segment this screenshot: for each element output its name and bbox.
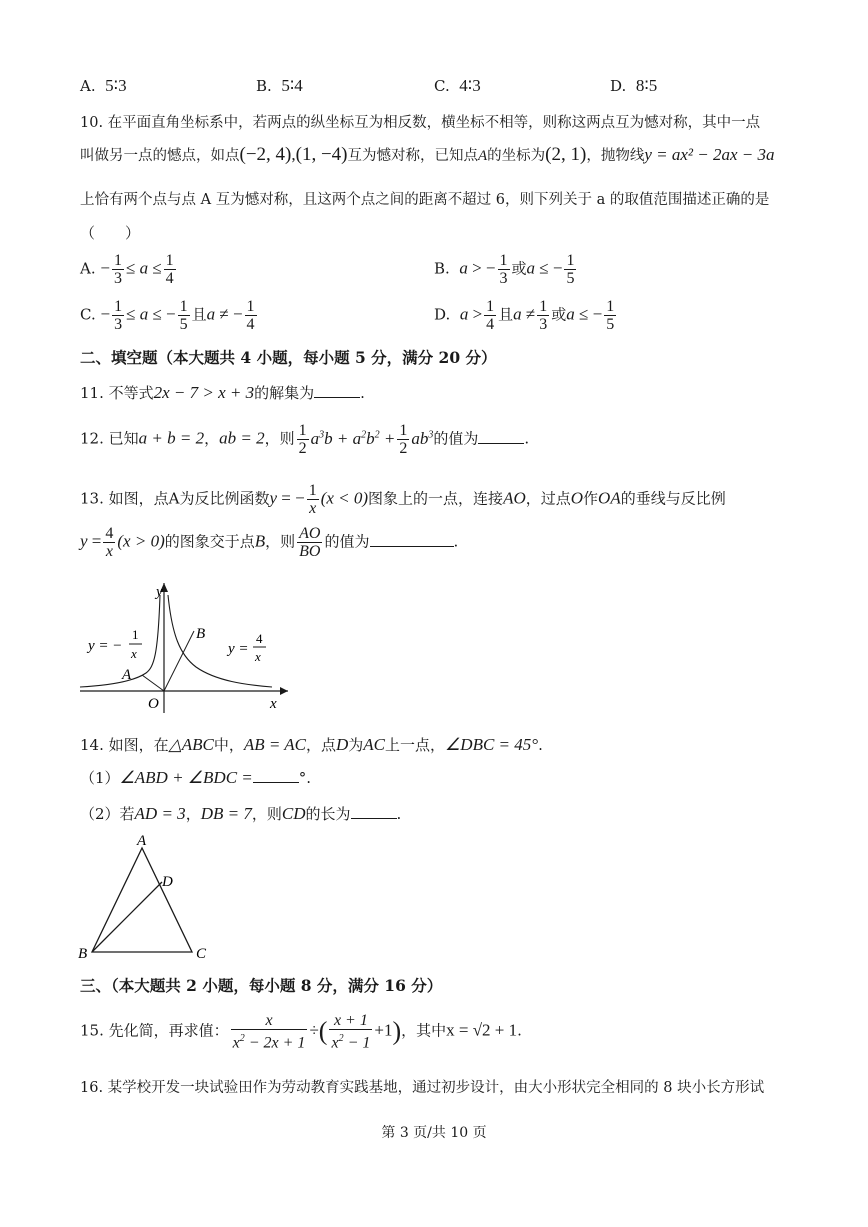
section-2-heading: 二、填空题（本大题共 4 小题，每小题 5 分，满分 20 分） [80,348,497,367]
graph-left-eq: y = − [88,638,123,654]
q16-line1: 16. 某学校开发一块试验田作为劳动教育实践基地，通过初步设计，由大小形状完全相同的 8 块小长方形试 [80,1080,765,1096]
graph-left-eq-den: x [131,646,137,661]
section-3-heading: 三、（本大题共 2 小题，每小题 8 分，满分 16 分） [80,976,443,995]
segment-BD [92,882,162,952]
q12-answer-blank[interactable] [478,429,524,444]
segment-OA [142,675,164,691]
vertex-c-label: C [196,946,207,962]
q13-answer-blank[interactable] [370,532,454,547]
q10-option-d: D. a > $\frac{1}{4}$ 且a ≠ $\frac{1}{3}$ 或a ≤ − $\frac{1}{5}$ [434,298,615,333]
q10-option-c: C. − $\frac{1}{3}$ ≤ a ≤ − $\frac{1}{5}$ 且a ≠ − $\frac{1}{4}$ [80,298,255,333]
graph-point-b-label: B [196,626,206,642]
q13-graph [76,575,296,715]
graph-x-label: x [270,696,277,712]
q9-option-d: D. 8∶5 [610,76,658,95]
page-footer: 第 3 页/共 10 页 [381,1125,487,1141]
q10-line2: 叫做另一点的憾点，如点(−2, 4),(1, −4)互为憾对称，已知点A的坐标为(2, 1)，抛物线y = ax² − 2ax − 3a [80,144,775,165]
q9-option-c: C. 4∶3 [434,76,481,95]
q10-line3: 上恰有两个点与点 A 互为憾对称，且这两个点之间的距离不超过 6，则下列关于 a 的取值范围描述正确的是 [80,192,770,208]
q14-part1-blank[interactable] [253,768,299,783]
graph-right-eq-num: 4 [256,631,263,646]
q14-part2-blank[interactable] [351,804,397,819]
graph-y-label: y [156,584,163,600]
q14-line1: 14. 如图，在△ABC中，AB = AC，点D为AC上一点，∠DBC = 45°. [80,735,543,754]
x-axis-arrow-icon [280,687,288,695]
q10-option-b: B. a > − $\frac{1}{3}$ 或a ≤ − $\frac{1}{5}$ [434,252,575,287]
q15: 15. 先化简，再求值： $\frac{x}{x^2 - 2x + 1}$ ÷( $\frac{x + 1}{x^2 - 1}$ +1)，其中x = √2 + 1. [80,1012,522,1052]
graph-point-a-label: A [122,667,132,683]
q14-triangle-figure [74,828,224,964]
q11-answer-blank[interactable] [314,383,360,398]
graph-right-eq-den: x [255,649,261,664]
point-d-label: D [162,874,173,890]
q14-part1: （1）∠ABD + ∠BDC = °. [80,768,312,787]
q13-line2: y = $\frac{4}{x}$ (x > 0)的图象交于点B，则 $\frac{AO}{BO}$ 的值为 . [80,525,459,560]
q13-line1: 13. 如图，点A为反比例函数y = − $\frac{1}{x}$ (x < 0)图象上的一点，连接AO，过点O作OA的垂线与反比例 [80,482,726,517]
q12: 12. 已知a + b = 2，ab = 2，则 $\frac{1}{2}$ $a^3b + a^2b^2$ + $\frac{1}{2}$ $ab^3$的值为 . [80,422,530,457]
q14-part2: （2）若AD = 3，DB = 7，则CD的长为 . [80,804,402,823]
graph-left-eq-num: 1 [132,627,139,642]
q9-option-a: A. 5∶3 [80,76,127,95]
graph-origin-label: O [148,696,159,712]
vertex-b-label: B [78,946,88,962]
q10-line1: 10. 在平面直角坐标系中，若两点的纵坐标互为相反数，横坐标不相等，则称这两点互为憾对称，其中一点 [80,115,761,131]
vertex-a-label: A [137,833,147,849]
q10-option-a: A. − $\frac{1}{3}$ ≤ a ≤ $\frac{1}{4}$ [80,252,174,287]
graph-right-eq: y = [228,641,249,657]
q10-paren: （ ） [80,224,141,242]
q9-option-b: B. 5∶4 [256,76,303,95]
q11: 11. 不等式2x − 7 > x + 3的解集为 . [80,383,365,402]
